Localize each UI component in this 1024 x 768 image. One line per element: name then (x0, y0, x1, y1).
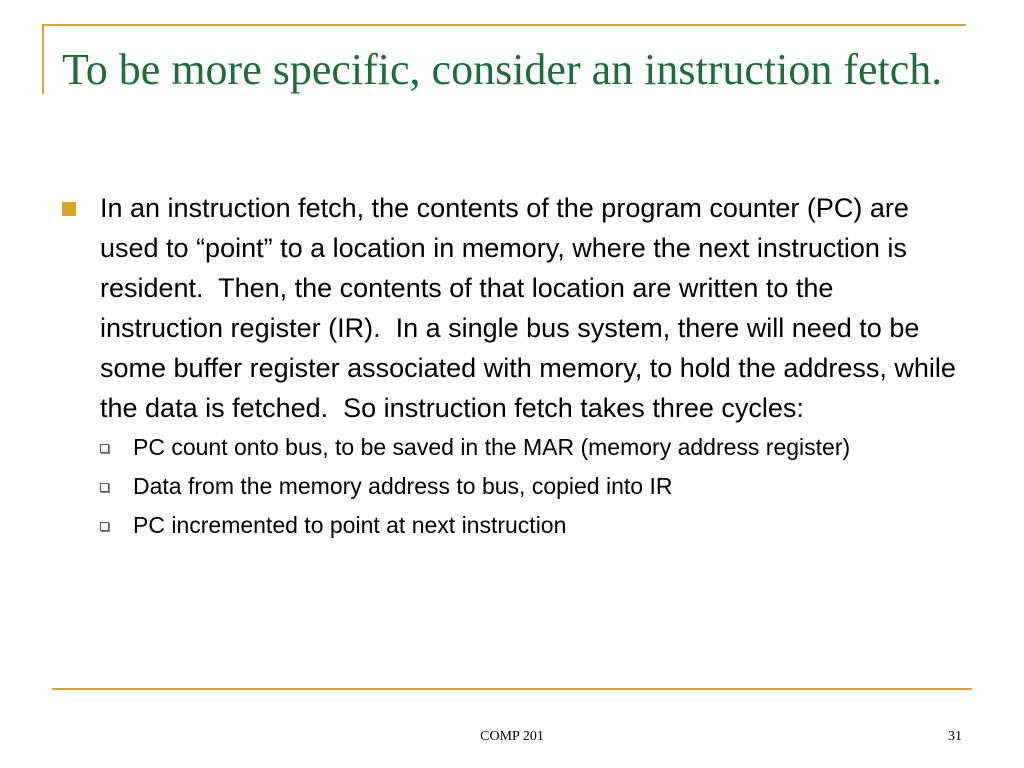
sub-bullet (100, 432, 962, 463)
hollow-square-bullet-icon (100, 483, 109, 492)
slide-body (62, 188, 962, 549)
hollow-square-bullet-icon (100, 522, 109, 531)
sub-bullet-text: PC incremented to point at next instruction (133, 512, 567, 538)
hollow-square-bullet-icon (100, 444, 109, 453)
sub-bullet-text: PC count onto bus, to be saved in the MAR (memory address register) (133, 434, 851, 460)
footer-page-number: 31 (948, 729, 962, 744)
frame-top-line (42, 24, 966, 26)
sub-bullet-list (62, 432, 962, 541)
main-bullet (62, 188, 962, 428)
square-bullet-icon (62, 202, 76, 216)
footer-course: COMP 201 (480, 729, 544, 744)
frame-bottom-line (52, 688, 972, 690)
slide-title: To be more specific, consider an instruction fetch. (62, 45, 943, 94)
frame-left-line (42, 24, 44, 94)
sub-bullet-text: Data from the memory address to bus, copied into IR (133, 473, 673, 499)
sub-bullet (100, 471, 962, 502)
sub-bullet (100, 510, 962, 541)
main-bullet-text: In an instruction fetch, the contents of the program counter (PC) are used to “point” to a location in memory, where the next instruction is resident. Then, the contents of that location are written to the instruction register (IR). In a single bus system, there will need to be some buffer register associated with memory, to hold the address, while the data is fetched. So instruction fetch takes three cycles: (100, 193, 964, 423)
